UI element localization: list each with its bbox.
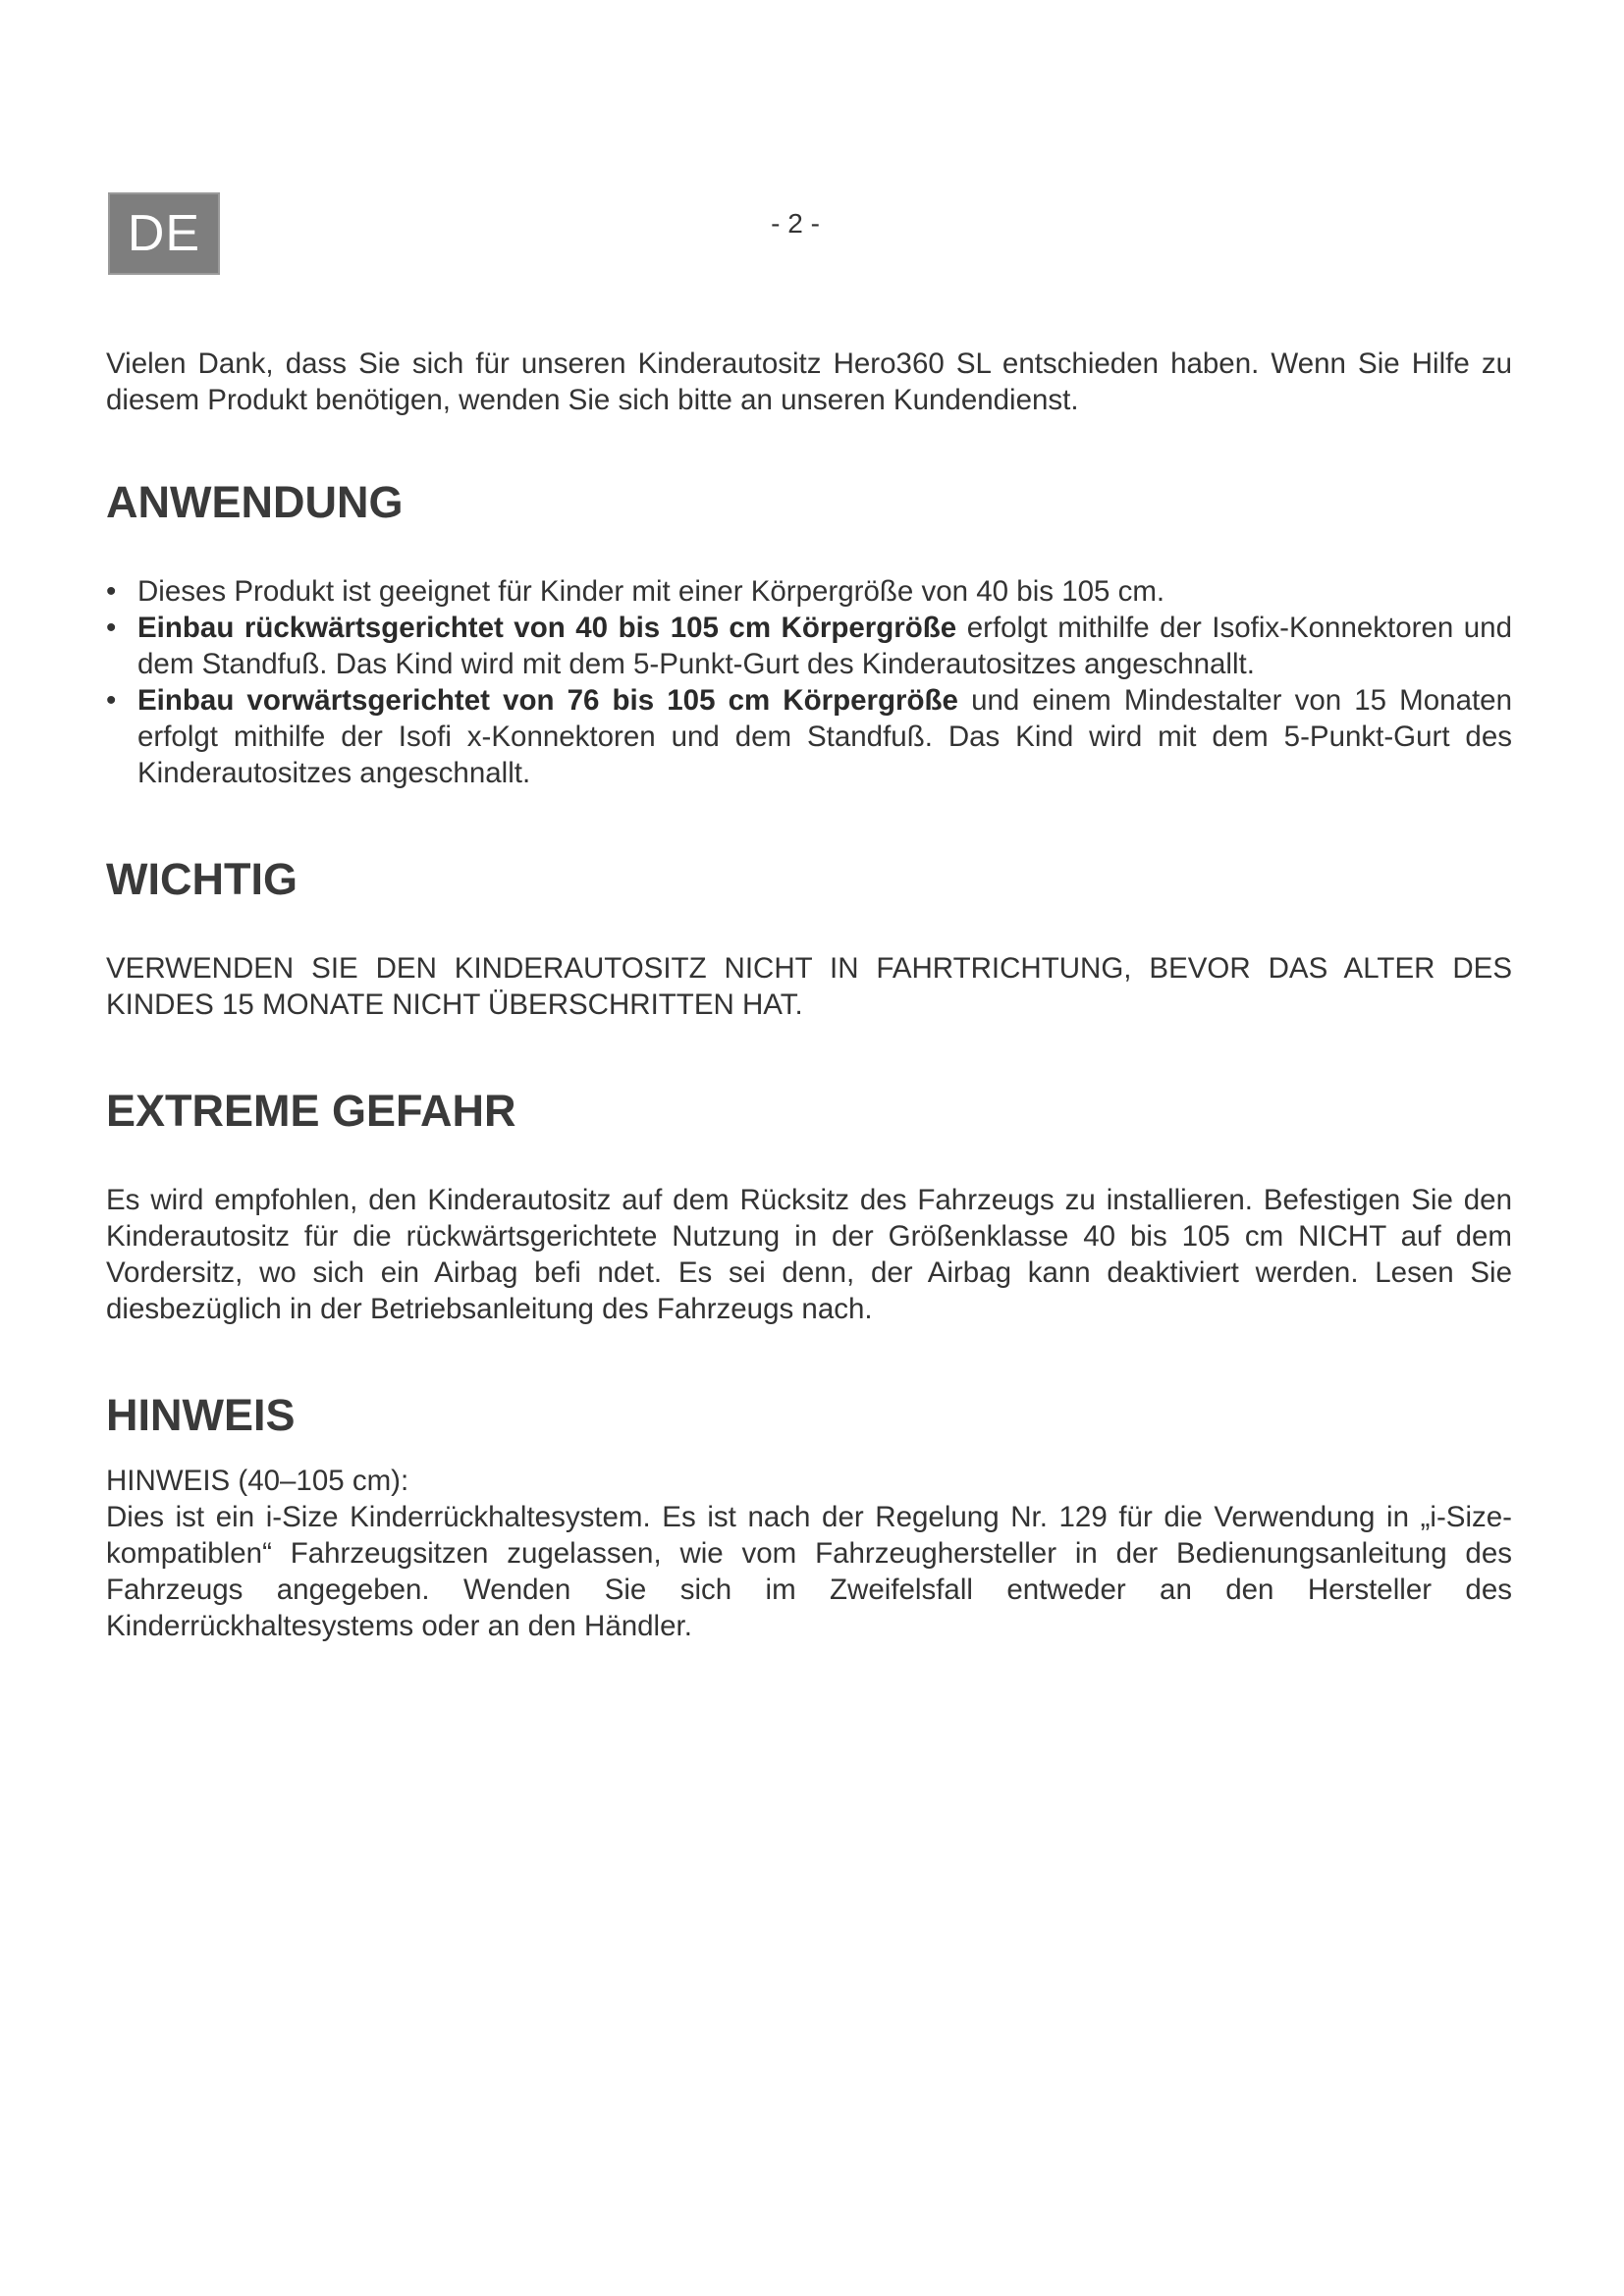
wichtig-heading: WICHTIG bbox=[106, 854, 298, 904]
anwendung-list bbox=[106, 573, 1512, 791]
list-item-bold: Einbau rückwärtsgerichtet von 40 bis 105 cm Körpergröße bbox=[137, 612, 957, 644]
list-item-text: erfolgt mithilfe der Isofix-Konnektoren und dem Standfuß. Das Kind wird mit dem 5-Punkt-Gurt des Kinderautositzes angeschnallt. bbox=[137, 612, 1512, 680]
list-item bbox=[106, 610, 1512, 682]
list-item-bold: Einbau vorwärtsgerichtet von 76 bis 105 cm Körpergröße bbox=[137, 684, 958, 717]
list-item bbox=[106, 682, 1512, 791]
extreme-gefahr-text: Es wird empfohlen, den Kinderautositz auf dem Rücksitz des Fahrzeugs zu installieren. Befestigen Sie den Kinderautositz für die rückwärtsgerichtete Nutzung in der Größenklasse 40 bis 105 cm NICHT auf dem Vordersitz, wo sich ein Airbag befi ndet. Es sei denn, der Airbag kann deaktiviert werden. Lesen Sie diesbezüglich in der Betriebsanleitung des Fahrzeugs nach. bbox=[106, 1184, 1512, 1325]
section-anwendung bbox=[106, 475, 1512, 791]
intro-paragraph: Vielen Dank, dass Sie sich für unseren Kinderautositz Hero360 SL entschieden haben. Wenn Sie Hilfe zu diesem Produkt benötigen, wenden Sie sich bitte an unseren Kundendienst. bbox=[106, 347, 1512, 416]
page-number: - 2 - bbox=[771, 208, 820, 239]
page-content bbox=[106, 346, 1512, 1644]
anwendung-heading: ANWENDUNG bbox=[106, 477, 404, 527]
language-badge: DE bbox=[108, 192, 220, 275]
hinweis-subheading: HINWEIS (40–105 cm): bbox=[106, 1465, 409, 1497]
list-item-text: und einem Mindestalter von 15 Monaten erfolgt mithilfe der Isofi x-Konnektoren und dem Standfuß. Das Kind wird mit dem 5-Punkt-Gurt des Kinderautositzes angeschnallt. bbox=[137, 684, 1512, 789]
section-extreme-gefahr bbox=[106, 1084, 1512, 1327]
list-item bbox=[106, 573, 1512, 610]
extreme-gefahr-heading: EXTREME GEFAHR bbox=[106, 1086, 516, 1136]
section-hinweis bbox=[106, 1388, 1512, 1644]
hinweis-text: Dies ist ein i-Size Kinderrückhaltesystem. Es ist nach der Regelung Nr. 129 für die Verwendung in „i-Size-kompatiblen“ Fahrzeugsitzen zugelassen, wie vom Fahrzeughersteller in der Bedienungsanleitung des Fahrzeugs angegeben. Wenden Sie sich im Zweifelsfall entweder an den Hersteller des Kinderrückhaltesystems oder an den Händler. bbox=[106, 1501, 1512, 1642]
hinweis-heading: HINWEIS bbox=[106, 1390, 296, 1440]
section-wichtig bbox=[106, 852, 1512, 1023]
wichtig-text: VERWENDEN SIE DEN KINDERAUTOSITZ NICHT IN FAHRTRICHTUNG, BEVOR DAS ALTER DES KINDES 15 MONATE NICHT ÜBERSCHRITTEN HAT. bbox=[106, 952, 1512, 1021]
list-item-text: Dieses Produkt ist geeignet für Kinder mit einer Körpergröße von 40 bis 105 cm. bbox=[137, 575, 1165, 608]
